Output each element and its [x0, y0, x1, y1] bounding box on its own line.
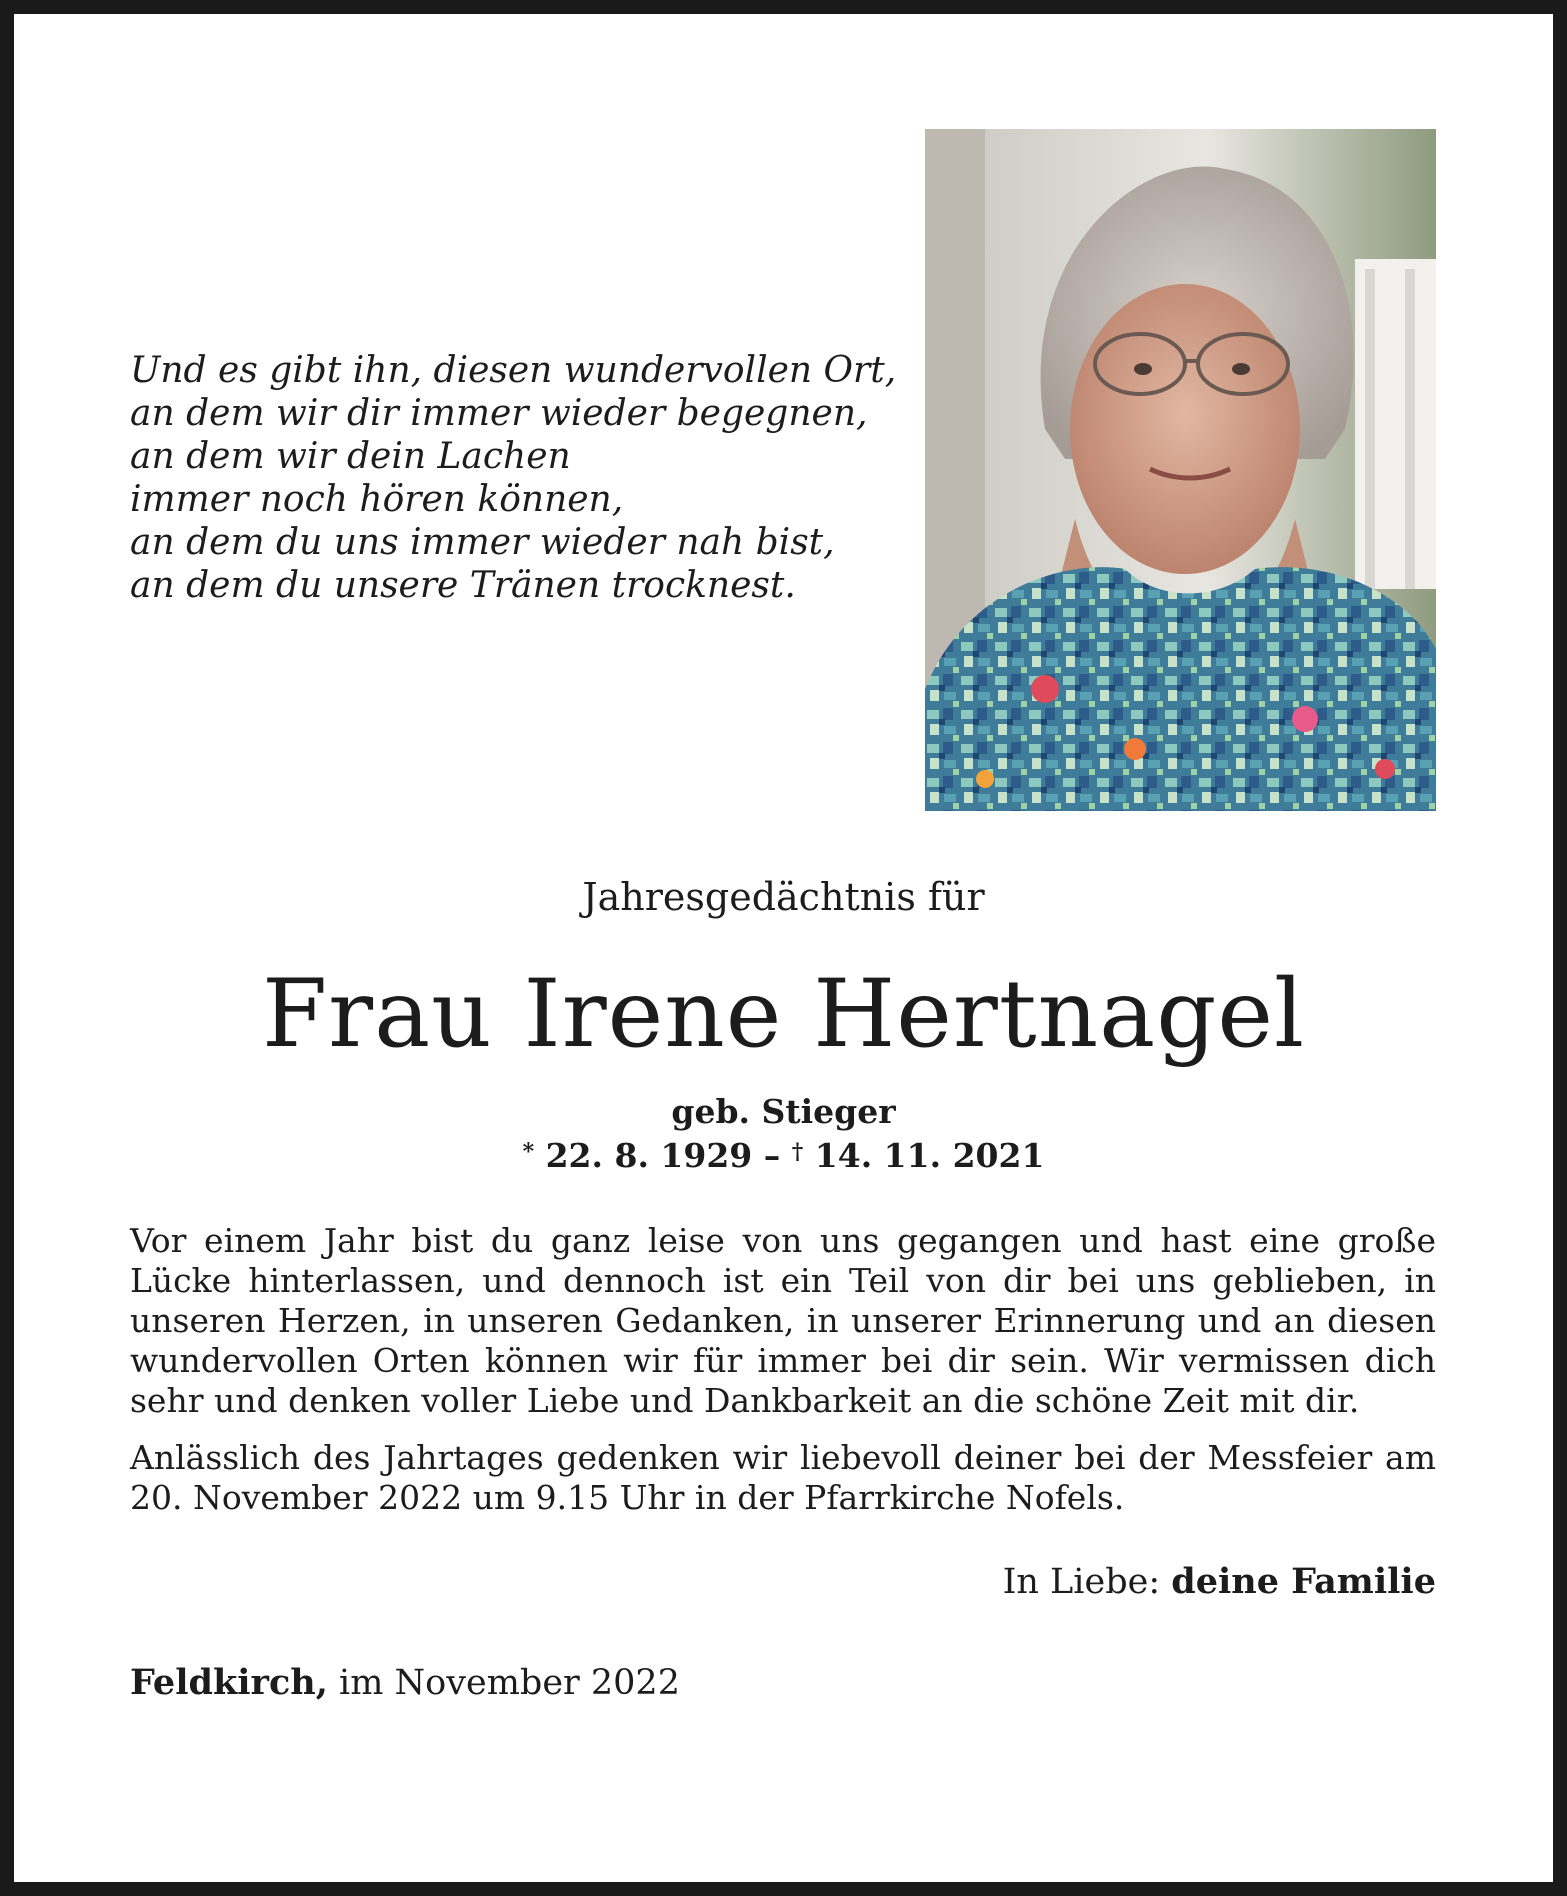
city: Feldkirch, [130, 1662, 328, 1703]
poem-line: an dem wir dein Lachen [130, 436, 571, 477]
maiden-name: geb. Stieger [671, 1092, 896, 1131]
portrait-photo [925, 129, 1436, 811]
publication-date: im November 2022 [327, 1663, 680, 1703]
closing-signature [1003, 1560, 1436, 1604]
birth-date: 22. 8. 1929 [545, 1136, 753, 1175]
closing-prefix: In Liebe: [1002, 1562, 1172, 1602]
family-signature: deine Familie [1171, 1561, 1436, 1602]
poem-line: an dem du unsere Tränen trocknest. [130, 565, 796, 606]
deceased-name: Frau Irene Hertnagel [261, 960, 1306, 1069]
poem-line: an dem wir dir immer wieder begegnen, [130, 393, 868, 434]
place-date [130, 1661, 680, 1705]
obituary-page [14, 14, 1553, 1882]
life-dates [14, 1136, 1553, 1176]
birth-symbol: * [522, 1139, 535, 1165]
memorial-intro: Jahresgedächtnis für [582, 875, 985, 919]
poem-line: an dem du uns immer wieder nah bist, [130, 522, 835, 563]
poem-line: Und es gibt ihn, diesen wundervollen Ort, [130, 350, 897, 391]
death-symbol: † [791, 1139, 804, 1165]
death-date: 14. 11. 2021 [814, 1136, 1045, 1175]
date-separator: – [752, 1136, 792, 1175]
poem-line: immer noch hören können, [130, 479, 624, 520]
mass-announcement: Anlässlich des Jahrtages gedenken wir liebevoll deiner bei der Messfeier am 20. November 2022 um 9.15 Uhr in der Pfarrkirche Nofels. [130, 1438, 1436, 1517]
poem [130, 349, 897, 607]
memorial-text: Vor einem Jahr bist du ganz leise von uns gegangen und hast eine große Lücke hinterlassen, und dennoch ist ein Teil von dir bei uns geblieben, in unseren Herzen, in unseren Gedanken, in unserer Erinnerung und an diesen wundervollen Orten können wir für immer bei dir sein. Wir vermissen dich sehr und denken voller Liebe und Dankbarkeit an die schöne Zeit mit dir. [130, 1221, 1436, 1420]
